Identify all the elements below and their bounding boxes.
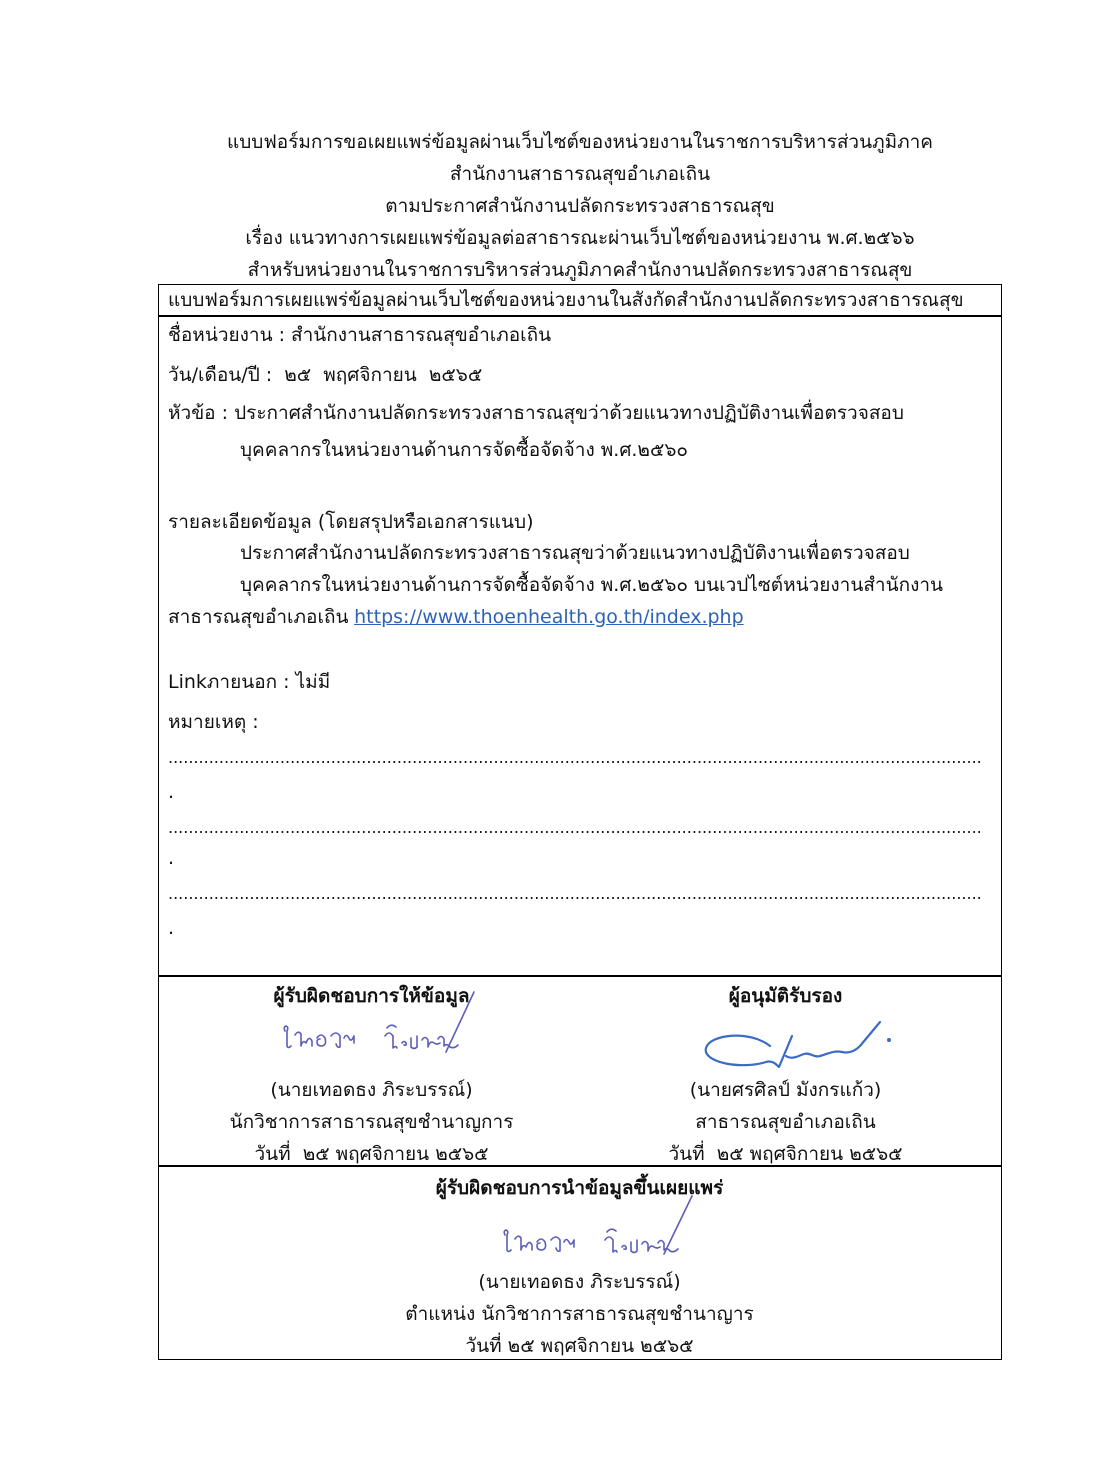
signature-stroke <box>786 1022 880 1058</box>
row-divider <box>159 315 1001 317</box>
form-title: แบบฟอร์มการเผยแพร่ข้อมูลผ่านเว็บไซต์ของหน่วยงานในสังกัดสำนักงานปลัดกระทรวงสาธารณสุข <box>168 289 964 311</box>
signature-stroke <box>504 1230 574 1252</box>
signature-stroke <box>385 992 474 1052</box>
approver-name: (นายศรศิลป์ มังกรแก้ว) <box>689 1079 882 1101</box>
provider-title: ผู้รับผิดชอบการให้ข้อมูล <box>273 985 470 1007</box>
details-line-1: ประกาศสำนักงานปลัดกระทรวงสาธารณสุขว่าด้วยแนวทางปฏิบัติงานเพื่อตรวจสอบ <box>240 542 910 564</box>
subject-line-2: บุคคลากรในหน่วยงานด้านการจัดซื้อจัดจ้าง พ.ศ.๒๕๖๐ <box>240 439 688 461</box>
agency-line: ชื่อหน่วยงาน : สำนักงานสาธารณสุขอำเภอเถิน <box>168 324 552 346</box>
remarks-dot-1: . <box>168 781 175 803</box>
signature-dot <box>887 1038 891 1042</box>
approver-date: วันที่ ๒๕ พฤศจิกายน ๒๕๖๕ <box>668 1143 903 1165</box>
remarks-label: หมายเหตุ : <box>168 711 259 733</box>
external-link-line: Linkภายนอก : ไม่มี <box>168 671 331 693</box>
remarks-dotted-line-3: ................................................................................................................................................................ <box>168 884 982 903</box>
signature-stroke <box>706 1036 792 1067</box>
header-line-5: สำหรับหน่วยงานในราชการบริหารส่วนภูมิภาคสำนักงานปลัดกระทรวงสาธารณสุข <box>247 259 913 281</box>
publisher-position: ตำแหน่ง นักวิชาการสาธารณสุขชำนาญาร <box>405 1303 754 1325</box>
details-line-3 <box>168 601 744 633</box>
row-divider <box>159 975 1001 977</box>
remarks-dotted-line-1: ................................................................................................................................................................ <box>168 748 982 767</box>
signature-stroke <box>605 1196 692 1254</box>
provider-signature <box>280 988 480 1060</box>
header-line-4: เรื่อง แนวทางการเผยแพร่ข้อมูลต่อสาธารณะผ่านเว็บไซต์ของหน่วยงาน พ.ศ.๒๕๖๖ <box>245 227 915 249</box>
provider-position: นักวิชาการสาธารณสุขชำนาญการ <box>229 1111 514 1133</box>
provider-name: (นายเทอดธง ภิระบรรณ์) <box>270 1079 473 1101</box>
publisher-title: ผู้รับผิดชอบการนำข้อมูลขึ้นเผยแพร่ <box>435 1177 724 1199</box>
details-location-text: สาธารณสุขอำเภอเถิน <box>168 606 349 628</box>
date-line: วัน/เดือน/ปี : ๒๕ พฤศจิกายน ๒๕๖๕ <box>168 364 483 386</box>
remarks-dotted-line-2: ................................................................................................................................................................ <box>168 818 982 837</box>
details-line-2: บุคคลากรในหน่วยงานด้านการจัดซื้อจัดจ้าง พ.ศ.๒๕๖๐ บนเวปไซต์หน่วยงานสำนักงาน <box>240 574 944 596</box>
publisher-name: (นายเทอดธง ภิระบรรณ์) <box>478 1271 681 1293</box>
signature-stroke <box>284 1026 354 1048</box>
remarks-dot-3: . <box>168 917 175 939</box>
remarks-dot-2: . <box>168 847 175 869</box>
header-line-1: แบบฟอร์มการขอเผยแพร่ข้อมูลผ่านเว็บไซต์ของหน่วยงานในราชการบริหารส่วนภูมิภาค <box>226 131 934 153</box>
approver-title: ผู้อนุมัติรับรอง <box>728 985 843 1007</box>
document-header <box>158 126 1002 286</box>
subject-line-1: หัวข้อ : ประกาศสำนักงานปลัดกระทรวงสาธารณสุขว่าด้วยแนวทางปฏิบัติงานเพื่อตรวจสอบ <box>168 402 904 424</box>
provider-date: วันที่ ๒๕ พฤศจิกายน ๒๕๖๕ <box>254 1143 489 1165</box>
row-divider <box>159 1165 1001 1167</box>
publication-form-table <box>158 284 1002 1360</box>
details-heading: รายละเอียดข้อมูล (โดยสรุปหรือเอกสารแนบ) <box>168 511 534 533</box>
approver-position: สาธารณสุขอำเภอเถิน <box>695 1111 876 1133</box>
publisher-date: วันที่ ๒๕ พฤศจิกายน ๒๕๖๕ <box>465 1335 694 1357</box>
header-line-3: ตามประกาศสำนักงานปลัดกระทรวงสาธารณสุข <box>385 195 775 217</box>
approver-signature <box>700 1012 900 1076</box>
publisher-signature <box>500 1192 700 1264</box>
header-line-2: สำนักงานสาธารณสุขอำเภอเถิน <box>449 163 711 185</box>
website-link[interactable]: https://www.thoenhealth.go.th/index.php <box>354 606 744 628</box>
